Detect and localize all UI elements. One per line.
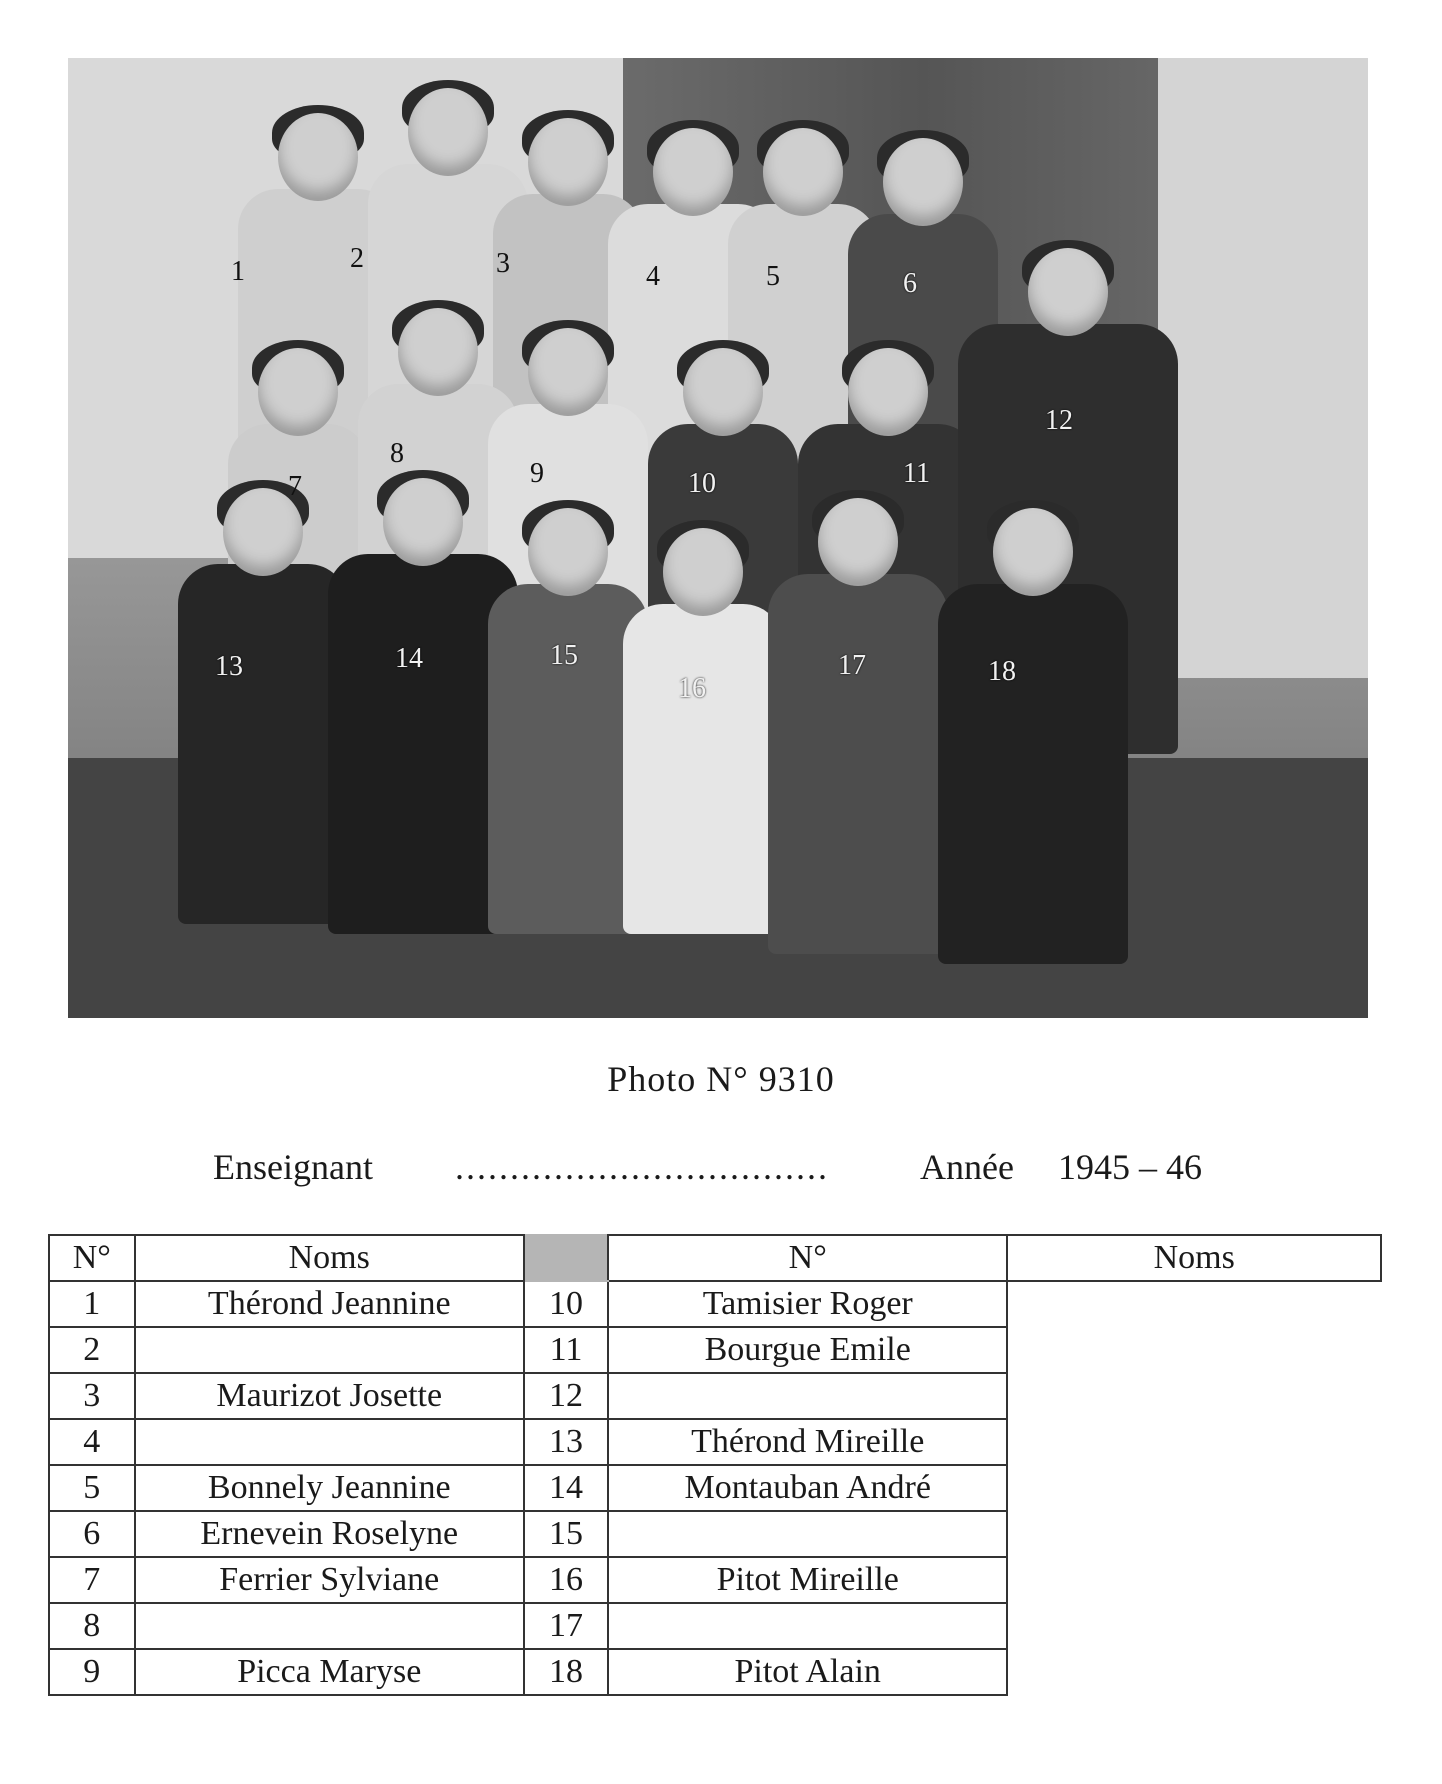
row-number: 1 [49, 1281, 135, 1327]
child-number-label: 14 [395, 643, 423, 674]
row-number: 2 [49, 1327, 135, 1373]
child-number-label: 8 [390, 438, 404, 469]
child-face [818, 498, 898, 586]
photo-caption: Photo N° 9310 [607, 1059, 835, 1099]
row-number: 16 [524, 1557, 608, 1603]
row-name: Montauban André [608, 1465, 1007, 1511]
child-face [528, 508, 608, 596]
row-name [608, 1603, 1007, 1649]
row-name: Tamisier Roger [608, 1281, 1007, 1327]
row-number: 13 [524, 1419, 608, 1465]
row-number: 6 [49, 1511, 135, 1557]
child-face [258, 348, 338, 436]
row-name [608, 1373, 1007, 1419]
col-names-right: Noms [1007, 1235, 1381, 1281]
row-name [135, 1603, 524, 1649]
row-name: Pitot Mireille [608, 1557, 1007, 1603]
year-label: Année [920, 1147, 1014, 1187]
table-row [49, 1649, 1381, 1695]
row-number: 8 [49, 1603, 135, 1649]
row-number: 3 [49, 1373, 135, 1419]
row-number: 5 [49, 1465, 135, 1511]
row-name: Bonnely Jeannine [135, 1465, 524, 1511]
row-number: 7 [49, 1557, 135, 1603]
row-name: Pitot Alain [608, 1649, 1007, 1695]
column-separator [524, 1235, 608, 1281]
child-face [653, 128, 733, 216]
col-names-left: Noms [135, 1235, 524, 1281]
child-face [663, 528, 743, 616]
child-face [408, 88, 488, 176]
child-number-label: 5 [766, 261, 780, 292]
child-number-label: 3 [496, 248, 510, 279]
row-number: 18 [524, 1649, 608, 1695]
row-number: 4 [49, 1419, 135, 1465]
row-name [608, 1511, 1007, 1557]
row-name: Ferrier Sylviane [135, 1557, 524, 1603]
teacher-dots: .................................. [455, 1147, 829, 1187]
row-number: 10 [524, 1281, 608, 1327]
child-number-label: 4 [646, 261, 660, 292]
child-number-label: 1 [231, 256, 245, 287]
row-number: 14 [524, 1465, 608, 1511]
row-name: Maurizot Josette [135, 1373, 524, 1419]
row-name [135, 1419, 524, 1465]
child-face [1028, 248, 1108, 336]
col-number-left: N° [49, 1235, 135, 1281]
child-number-label: 2 [350, 243, 364, 274]
col-number-right: N° [608, 1235, 1007, 1281]
child-clothing [768, 574, 948, 954]
child-face [528, 118, 608, 206]
row-number: 17 [524, 1603, 608, 1649]
year-value: 1945 – 46 [1058, 1147, 1202, 1187]
child-face [528, 328, 608, 416]
row-name: Thérond Mireille [608, 1419, 1007, 1465]
child-number-label: 18 [988, 656, 1016, 687]
table-row [49, 1511, 1381, 1557]
roster-table [48, 1234, 1382, 1696]
table-row [49, 1557, 1381, 1603]
row-name: Bourgue Emile [608, 1327, 1007, 1373]
child-face [763, 128, 843, 216]
row-name: Thérond Jeannine [135, 1281, 524, 1327]
table-row [49, 1465, 1381, 1511]
row-number: 12 [524, 1373, 608, 1419]
child-face [848, 348, 928, 436]
teacher-label: Enseignant [213, 1147, 373, 1187]
child-face [398, 308, 478, 396]
child-clothing [623, 604, 783, 934]
row-name: Picca Maryse [135, 1649, 524, 1695]
child-number-label: 10 [688, 468, 716, 499]
child-face [883, 138, 963, 226]
child-number-label: 11 [903, 458, 930, 489]
child-number-label: 15 [550, 640, 578, 671]
child-number-label: 12 [1045, 405, 1073, 436]
child-number-label: 13 [215, 651, 243, 682]
child-clothing [938, 584, 1128, 964]
child-number-label: 16 [678, 673, 706, 704]
child-number-label: 6 [903, 268, 917, 299]
child-face [278, 113, 358, 201]
table-row [49, 1281, 1381, 1327]
child-face [993, 508, 1073, 596]
row-name: Ernevein Roselyne [135, 1511, 524, 1557]
table-row [49, 1327, 1381, 1373]
table-row [49, 1603, 1381, 1649]
row-number: 15 [524, 1511, 608, 1557]
table-row [49, 1373, 1381, 1419]
child-number-label: 17 [838, 650, 866, 681]
child-face [683, 348, 763, 436]
table-header-row [49, 1235, 1381, 1281]
class-photo [68, 58, 1368, 1018]
child-face [383, 478, 463, 566]
row-number: 9 [49, 1649, 135, 1695]
child-number-label: 7 [288, 471, 302, 502]
child-clothing [178, 564, 348, 924]
child-number-label: 9 [530, 458, 544, 489]
table-row [49, 1419, 1381, 1465]
photo-wall-right [1158, 58, 1368, 678]
row-name [135, 1327, 524, 1373]
row-number: 11 [524, 1327, 608, 1373]
